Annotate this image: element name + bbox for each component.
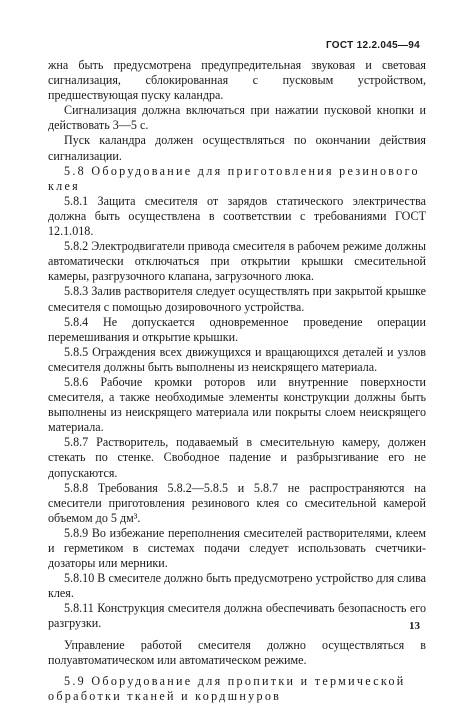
- clause-5-8-4: 5.8.4 Не допускается одновременное проведение операции перемешивания и открытие крышки.: [48, 314, 426, 344]
- clause-5-8-7: 5.8.7 Растворитель, подаваемый в смесительную камеру, должен стекать по стенке. Свободное падение и разбрызгивание его не допускаются.: [48, 435, 426, 480]
- paragraph-signal-activation: Сигнализация должна включаться при нажатии пусковой кнопки и действовать 3—5 с.: [48, 103, 426, 133]
- clause-5-8-9: 5.8.9 Во избежание переполнения смесителей растворителями, клеем и герметиком в системах подачи следует использовать счетчики-дозаторы или мерники.: [48, 525, 426, 571]
- clause-5-8-10: 5.8.10 В смесителе должно быть предусмотрено устройство для слива клея.: [48, 571, 426, 601]
- paragraph-calender-start: Пуск каландра должен осуществляться по окончании действия сигнализации.: [48, 133, 426, 163]
- clause-5-8-6: 5.8.6 Рабочие кромки роторов или внутренние поверхности смесителя, а также необходимые элементы конструкции должны быть выполнены из неискрящего материала или покрыты слоем неискрящего материала.: [48, 374, 426, 435]
- clause-5-8-11: 5.8.11 Конструкция смесителя должна обеспечивать безопасность его разгрузки.: [48, 601, 426, 631]
- paragraph-mixer-control: Управление работой смесителя должно осуществляться в полуавтоматическом или автоматическом режиме.: [48, 637, 426, 667]
- clause-5-8-1: 5.8.1 Защита смесителя от зарядов статического электричества должна быть осуществлена в соответствии с требованиями ГОСТ 12.1.018.: [48, 193, 426, 239]
- document-body: [48, 58, 426, 704]
- clause-5-8-5: 5.8.5 Ограждения всех движущихся и вращающихся деталей и узлов смесителя должны быть выполнены из неискрящего материала.: [48, 344, 426, 374]
- section-heading-5-8: 5.8 Оборудование для приготовления резинового клея: [48, 163, 420, 193]
- paragraph-continuation: жна быть предусмотрена предупредительная звуковая и световая сигнализация, сблокированная с пусковым устройством, предшествующая пуску каландра.: [48, 58, 426, 103]
- page-number: 13: [409, 620, 420, 632]
- clause-5-8-8: 5.8.8 Требования 5.8.2—5.8.5 и 5.8.7 не распространяются на смесители приготовления резинового клея со смесительной камерой объемом до 5 дм³.: [48, 480, 426, 525]
- document-code: ГОСТ 12.2.045—94: [325, 40, 420, 51]
- clause-5-8-2: 5.8.2 Электродвигатели привода смесителя в рабочем режиме должны автоматически отключаться при открытии крышки смесительной камеры, разгрузочного клапана, загрузочного люка.: [48, 239, 427, 284]
- section-heading-5-9: 5.9 Оборудование для пропитки и термической обработки тканей и кордшнуров: [48, 673, 406, 703]
- clause-5-8-3: 5.8.3 Залив растворителя следует осуществлять при закрытой крышке смесителя с помощью дозировочного устройства.: [48, 284, 426, 314]
